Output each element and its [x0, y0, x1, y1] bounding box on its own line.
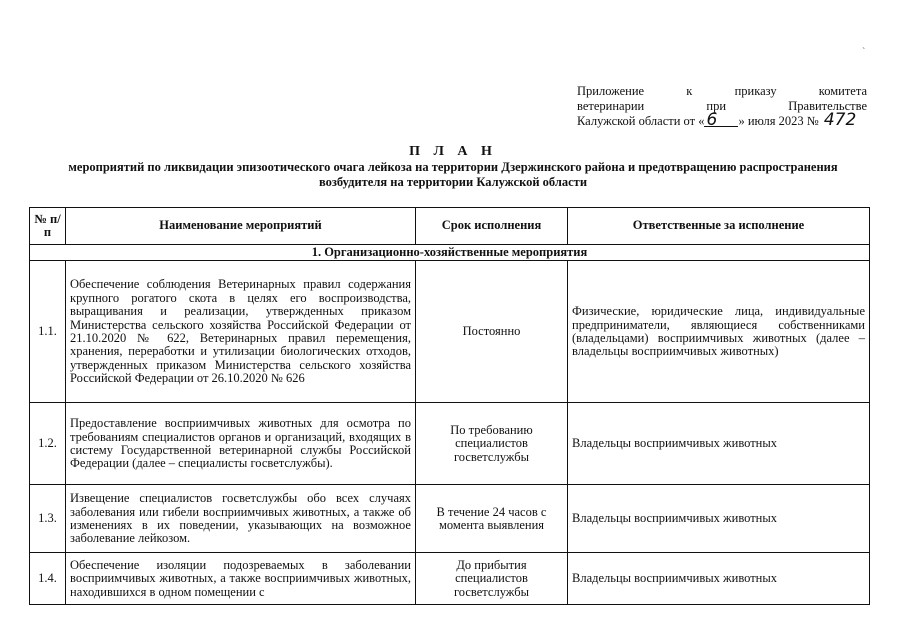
section-row — [30, 245, 870, 261]
row-resp: Владельцы восприимчивых животных — [568, 403, 870, 485]
row-num: 1.4. — [30, 553, 66, 605]
table-row — [30, 485, 870, 553]
handwritten-day: 6 — [704, 114, 738, 127]
row-resp: Владельцы восприимчивых животных — [568, 553, 870, 605]
row-term: В течение 24 часов с момента выявления — [416, 485, 568, 553]
document-subtitle: мероприятий по ликвидации эпизоотического очага лейкоза на территории Дзержинского района и предотвращению распространения возбудителя на территории Калужской области — [68, 160, 838, 189]
row-num: 1.1. — [30, 261, 66, 403]
row-num: 1.3. — [30, 485, 66, 553]
plan-table — [29, 207, 870, 605]
row-resp: Владельцы восприимчивых животных — [568, 485, 870, 553]
header-resp: Ответственные за исполнение — [568, 208, 870, 245]
row-term: До прибытия специалистов госветслужбы — [416, 553, 568, 605]
corner-mark: ` — [862, 47, 866, 58]
approval-date-middle: » июля 2023 № — [738, 114, 819, 128]
header-name: Наименование мероприятий — [66, 208, 416, 245]
document-title: П Л А Н — [409, 144, 497, 159]
row-name: Предоставление восприимчивых животных для осмотра по требованиям специалистов органов и организаций, входящих в систему Государственной ветеринарной службы Российской Федерации (далее – специалисты госветслужбы). — [66, 403, 416, 485]
row-name: Обеспечение изоляции подозреваемых в заболевании восприимчивых животных, а также восприимчивых животных, находившихся в одном помещении с — [66, 553, 416, 605]
row-term: Постоянно — [416, 261, 568, 403]
approval-date-prefix: Калужской области от « — [577, 114, 705, 128]
header-term: Срок исполнения — [416, 208, 568, 245]
row-name: Извещение специалистов госветслужбы обо всех случаях заболевания или гибели восприимчивых животных, а также об изменениях в их поведении, указывающих на возможное заболевание лейкозом. — [66, 485, 416, 553]
section-title: 1. Организационно-хозяйственные мероприятия — [30, 245, 870, 261]
approval-header — [577, 84, 867, 129]
row-resp: Физические, юридические лица, индивидуальные предприниматели, являющиеся собственниками (владельцами) восприимчивых животных (далее – владельцы восприимчивых животных) — [568, 261, 870, 403]
approval-line-3 — [577, 110, 867, 130]
table-header-row — [30, 208, 870, 245]
table-row — [30, 403, 870, 485]
table-row — [30, 553, 870, 605]
approval-line-1: Приложение к приказу комитета — [577, 84, 867, 98]
table-row — [30, 261, 870, 403]
row-num: 1.2. — [30, 403, 66, 485]
handwritten-order-number: 472 — [823, 110, 857, 130]
header-num: № п/п — [30, 208, 66, 245]
row-name: Обеспечение соблюдения Ветеринарных правил содержания крупного рогатого скота в целях его воспроизводства, выращивания и реализации, утвержденных приказом Министерства сельского хозяйства Российской Федерации от 21.10.2020 № 622, Ветеринарных правил перемещения, хранения, переработки и утилизации биологических отходов, утвержденных приказом Министерства сельского хозяйства Российской Федерации от 26.10.2020 № 626 — [66, 261, 416, 403]
approval-line-2: ветеринарии при Правительстве — [577, 99, 867, 113]
row-term: По требованию специалистов госветслужбы — [416, 403, 568, 485]
